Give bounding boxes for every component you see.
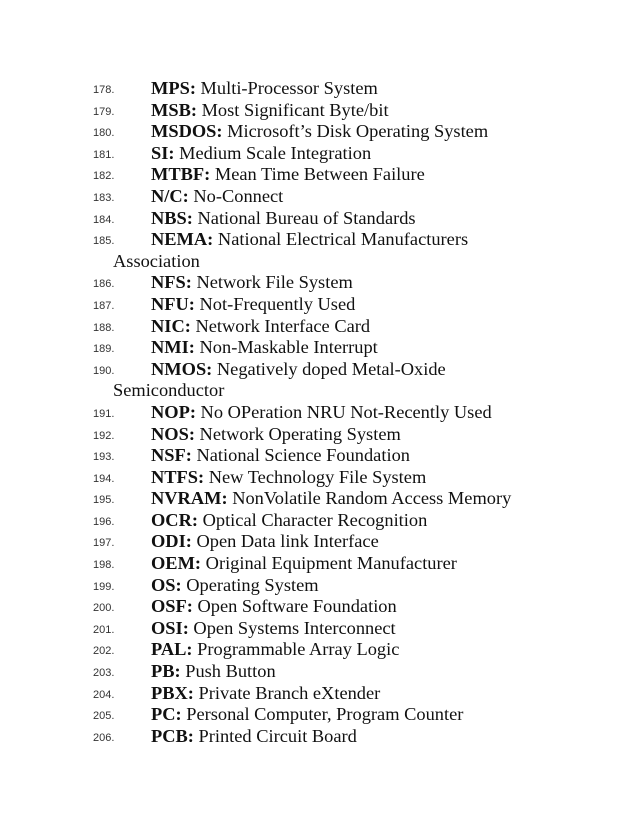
list-item — [0, 78, 638, 100]
item-term: NSF: — [151, 445, 192, 466]
list-item — [0, 337, 638, 359]
item-number: 183. — [93, 191, 115, 204]
item-definition: Operating System — [181, 574, 319, 595]
item-term: NEMA: — [151, 229, 214, 250]
item-number: 178. — [93, 84, 115, 96]
item-definition: Non-Maskable Interrupt — [194, 337, 378, 358]
item-definition: Personal Computer, Program Counter — [181, 704, 464, 725]
item-definition: Mean Time Between Failure — [210, 164, 425, 185]
item-definition: Negatively doped Metal-Oxide Semiconductor — [113, 358, 446, 401]
item-term: MPS: — [151, 78, 196, 98]
list-item — [0, 596, 638, 618]
item-number: 191. — [93, 407, 115, 420]
item-definition: Open Software Foundation — [192, 596, 397, 617]
item-number: 198. — [93, 559, 115, 572]
item-term: OSI: — [151, 617, 189, 638]
item-term: ODI: — [151, 531, 192, 552]
item-term: SI: — [151, 142, 175, 163]
item-term: OCR: — [151, 509, 198, 530]
item-number: 194. — [93, 472, 115, 485]
item-term: PCB: — [151, 725, 194, 746]
item-definition: Network File System — [191, 272, 353, 293]
list-item — [0, 661, 638, 683]
item-term: MSB: — [151, 99, 197, 120]
item-number: 203. — [93, 667, 115, 680]
item-number: 188. — [93, 321, 115, 334]
list-item — [0, 445, 638, 467]
item-number: 205. — [93, 710, 115, 723]
item-term: N/C: — [151, 185, 189, 206]
item-definition: Push Button — [180, 661, 276, 682]
item-term: NFU: — [151, 293, 195, 314]
list-item — [0, 726, 638, 748]
list-item — [0, 618, 638, 640]
item-definition: Medium Scale Integration — [174, 142, 372, 163]
list-item — [0, 402, 638, 424]
item-definition: Most Significant Byte/bit — [196, 99, 389, 120]
item-number: 192. — [93, 429, 115, 442]
item-term: NOS: — [151, 423, 195, 444]
list-item — [0, 704, 638, 726]
item-definition: New Technology File System — [204, 466, 427, 487]
item-number: 195. — [93, 494, 115, 507]
item-term: PAL: — [151, 639, 193, 660]
item-definition: Network Interface Card — [190, 315, 371, 336]
acronym-list — [0, 78, 638, 747]
item-term: PC: — [151, 704, 182, 725]
list-item — [0, 143, 638, 165]
item-number: 180. — [93, 127, 115, 140]
item-number: 189. — [93, 343, 115, 356]
list-item — [0, 121, 638, 143]
item-term: NOP: — [151, 401, 196, 422]
list-item — [0, 164, 638, 186]
list-item — [0, 488, 638, 510]
list-item — [0, 294, 638, 316]
item-number: 197. — [93, 537, 115, 550]
item-definition: Private Branch eXtender — [193, 682, 381, 703]
item-number: 199. — [93, 580, 115, 593]
item-number: 201. — [93, 623, 115, 636]
list-item — [0, 359, 638, 402]
item-definition: Open Data link Interface — [191, 531, 379, 552]
item-term: NIC: — [151, 315, 191, 336]
item-number: 200. — [93, 602, 115, 615]
item-definition: Programmable Array Logic — [192, 639, 400, 660]
list-item — [0, 316, 638, 338]
item-number: 187. — [93, 299, 115, 312]
item-term: MTBF: — [151, 164, 211, 185]
item-number: 182. — [93, 170, 115, 183]
item-definition: Open Systems Interconnect — [188, 617, 396, 638]
list-item — [0, 683, 638, 705]
item-definition: NonVolatile Random Access Memory — [227, 488, 512, 509]
item-term: NVRAM: — [151, 488, 228, 509]
list-item — [0, 531, 638, 553]
item-definition: Microsoft’s Disk Operating System — [222, 121, 489, 142]
list-item — [0, 510, 638, 532]
item-number: 181. — [93, 148, 115, 161]
list-item — [0, 100, 638, 122]
item-term: OEM: — [151, 553, 202, 574]
item-number: 179. — [93, 105, 115, 118]
item-term: NMOS: — [151, 358, 213, 379]
item-definition: Not-Frequently Used — [194, 293, 356, 314]
item-definition: Multi-Processor System — [195, 78, 378, 98]
list-item — [0, 424, 638, 446]
item-definition: Printed Circuit Board — [193, 725, 357, 746]
item-definition: No OPeration NRU Not-Recently Used — [195, 401, 492, 422]
list-item — [0, 272, 638, 294]
list-item — [0, 553, 638, 575]
list-item — [0, 639, 638, 661]
item-term: NTFS: — [151, 466, 205, 487]
item-term: NBS: — [151, 207, 193, 228]
list-item — [0, 186, 638, 208]
list-item — [0, 467, 638, 489]
item-definition: National Bureau of Standards — [192, 207, 416, 228]
item-definition: National Electrical Manufacturers Association — [113, 229, 469, 271]
item-term: PBX: — [151, 682, 194, 703]
item-number: 186. — [93, 278, 115, 291]
item-definition: Original Equipment Manufacturer — [201, 553, 457, 574]
item-term: OS: — [151, 574, 182, 595]
item-term: NFS: — [151, 272, 192, 293]
item-definition: Network Operating System — [194, 423, 401, 444]
item-number: 184. — [93, 213, 115, 226]
item-definition: Optical Character Recognition — [198, 509, 428, 530]
item-term: MSDOS: — [151, 121, 223, 142]
item-number: 190. — [93, 364, 115, 377]
item-number: 193. — [93, 451, 115, 464]
item-term: OSF: — [151, 596, 193, 617]
item-definition: No-Connect — [188, 185, 284, 206]
list-item — [0, 208, 638, 230]
item-number: 196. — [93, 515, 115, 528]
item-definition: National Science Foundation — [191, 445, 410, 466]
item-number: 202. — [93, 645, 115, 658]
item-number: 185. — [93, 235, 115, 248]
item-term: PB: — [151, 661, 181, 682]
list-item — [0, 575, 638, 597]
list-item — [0, 229, 638, 272]
item-number: 204. — [93, 688, 115, 701]
item-term: NMI: — [151, 337, 195, 358]
item-number: 206. — [93, 731, 115, 744]
